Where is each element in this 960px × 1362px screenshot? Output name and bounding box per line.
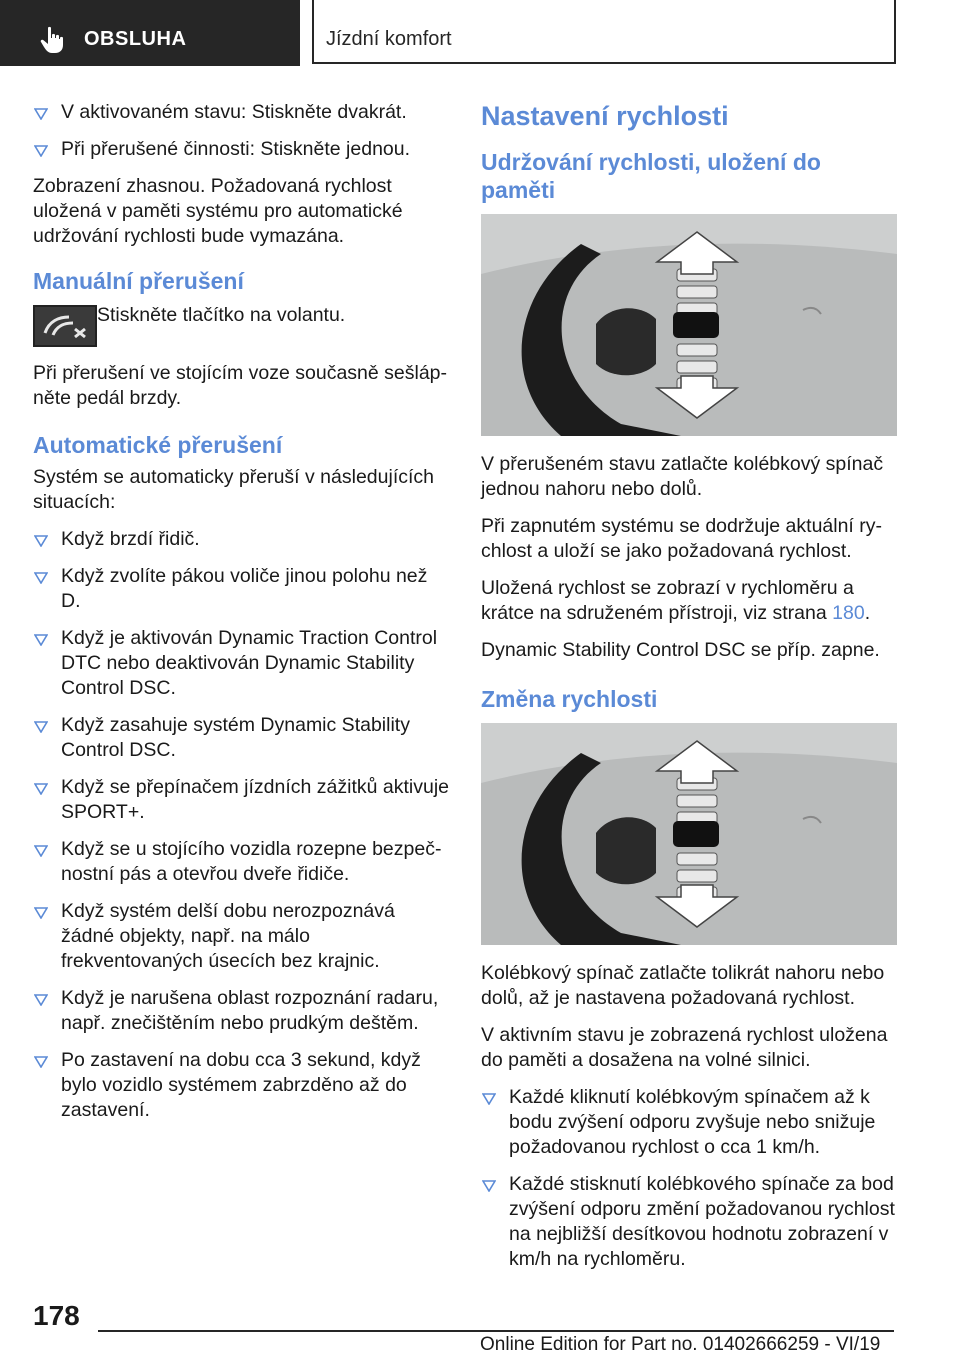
triangle-bullet-icon (34, 535, 48, 547)
triangle-bullet-icon (34, 994, 48, 1006)
steering-wheel-rocker-change-image (481, 723, 897, 945)
triangle-bullet-icon (34, 145, 48, 157)
steering-wheel-rocker-up-down-image (481, 214, 897, 436)
chapter-title: Jízdní komfort (326, 28, 452, 50)
heading-change-speed: Změna rychlosti (481, 686, 658, 712)
paragraph: Při zapnutém systému se dodržuje aktuální rychlost a uloží se jako požadovaná rychlost. (481, 515, 883, 562)
triangle-bullet-icon (34, 108, 48, 120)
triangle-bullet-icon (482, 1093, 496, 1105)
section-tab (0, 0, 300, 66)
list-item: Po zastavení na dobu cca 3 sekund, když bylo vozidlo systémem zabrzděno až do zastavení. (33, 1048, 451, 1123)
list-item: Každé stisknutí kolébkového spínače za bod zvýšení odporu změní požadovanou rychlost na nejbližší desítkovou hodnotu zobrazení v km/h na rychloměru. (481, 1172, 899, 1272)
auto-interrupt-list (33, 527, 451, 1123)
list-item: Když se přepínačem jízdních zážitků aktivuje SPORT+. (33, 775, 451, 825)
footer-rule (98, 1330, 894, 1332)
paragraph: Dynamic Stability Control DSC se příp. zapne. (481, 639, 880, 661)
triangle-bullet-icon (34, 783, 48, 795)
triangle-bullet-icon (34, 845, 48, 857)
paragraph: V přerušeném stavu zatlačte kolébkový spínač jednou nahoru nebo dolů. (481, 453, 884, 500)
paragraph: Při přerušení ve stojícím voze současně sešlápněte pedál brzdy. (33, 362, 448, 409)
page-number: 178 (33, 1300, 80, 1331)
heading-manual-interrupt: Manuální přerušení (33, 268, 244, 294)
paragraph: Kolébkový spínač zatlačte tolikrát nahoru nebo dolů, až je nastavena požadovaná rychlost. (481, 962, 885, 1009)
heading-speed-setting: Nastavení rychlosti (481, 101, 729, 131)
list-item: Každé kliknutí kolébkovým spínačem až k bodu zvýšení odporu zvyšuje nebo snižuje požadovanou rychlost o cca 1 km/h. (481, 1085, 899, 1160)
triangle-bullet-icon (34, 634, 48, 646)
header-separator (312, 0, 314, 64)
edition-note: Online Edition for Part no. 01402666259 - VI/19 (480, 1334, 881, 1355)
hand-pointer-icon (40, 26, 66, 54)
manual-instruction: Stiskněte tlačítko na volantu. (97, 304, 346, 326)
list-item: Při přerušené činnosti: Stiskněte jednou. (33, 137, 451, 162)
triangle-bullet-icon (482, 1180, 496, 1192)
paragraph: Zobrazení zhasnou. Požadovaná rychlost uložená v paměti systému pro automatické udržování rychlosti bude vymazána. (33, 175, 403, 247)
right-column (481, 100, 899, 1284)
triangle-bullet-icon (34, 1056, 48, 1068)
list-item: Když zvolíte pákou voliče jinou polohu než D. (33, 564, 451, 614)
list-item: Když brzdí řidič. (33, 527, 451, 552)
list-item: Když je aktivován Dynamic Traction Control DTC nebo deaktivován Dynamic Stability Control DSC. (33, 626, 451, 701)
list-item: Když systém delší dobu nerozpoznává žádné objekty, např. na málo frekventovaných úsecích bez krajnic. (33, 899, 451, 974)
triangle-bullet-icon (34, 572, 48, 584)
paragraph: Uložená rychlost se zobrazí v rychloměru a krátce na sdruženém přístroji, viz strana 180. (481, 577, 871, 624)
heading-auto-interrupt: Automatické přerušení (33, 432, 283, 458)
header-right-edge (894, 0, 896, 64)
triangle-bullet-icon (34, 721, 48, 733)
paragraph: V aktivním stavu je zobrazená rychlost uložena do paměti a dosažena na volné silnici. (481, 1024, 888, 1071)
page-reference-link[interactable]: 180 (832, 602, 865, 624)
heading-keep-store-speed: Udržování rychlosti, uložení do paměti (481, 149, 821, 203)
list-item: Když je narušena oblast rozpoznání radaru, např. znečištěním nebo prudkým deštěm. (33, 986, 451, 1036)
left-column (33, 100, 451, 1135)
button-instruction (33, 305, 451, 347)
header-rule (312, 62, 896, 64)
list-item: Když se u stojícího vozidla rozepne bezpečnostní pás a otevřou dveře řidiče. (33, 837, 451, 887)
section-label: OBSLUHA (84, 28, 187, 50)
list-item: Když zasahuje systém Dynamic Stability Control DSC. (33, 713, 451, 763)
triangle-bullet-icon (34, 907, 48, 919)
list-item: V aktivovaném stavu: Stiskněte dvakrát. (33, 100, 451, 125)
cruise-control-button-icon (33, 305, 97, 347)
paragraph: Systém se automaticky přeruší v následujících situacích: (33, 466, 434, 513)
